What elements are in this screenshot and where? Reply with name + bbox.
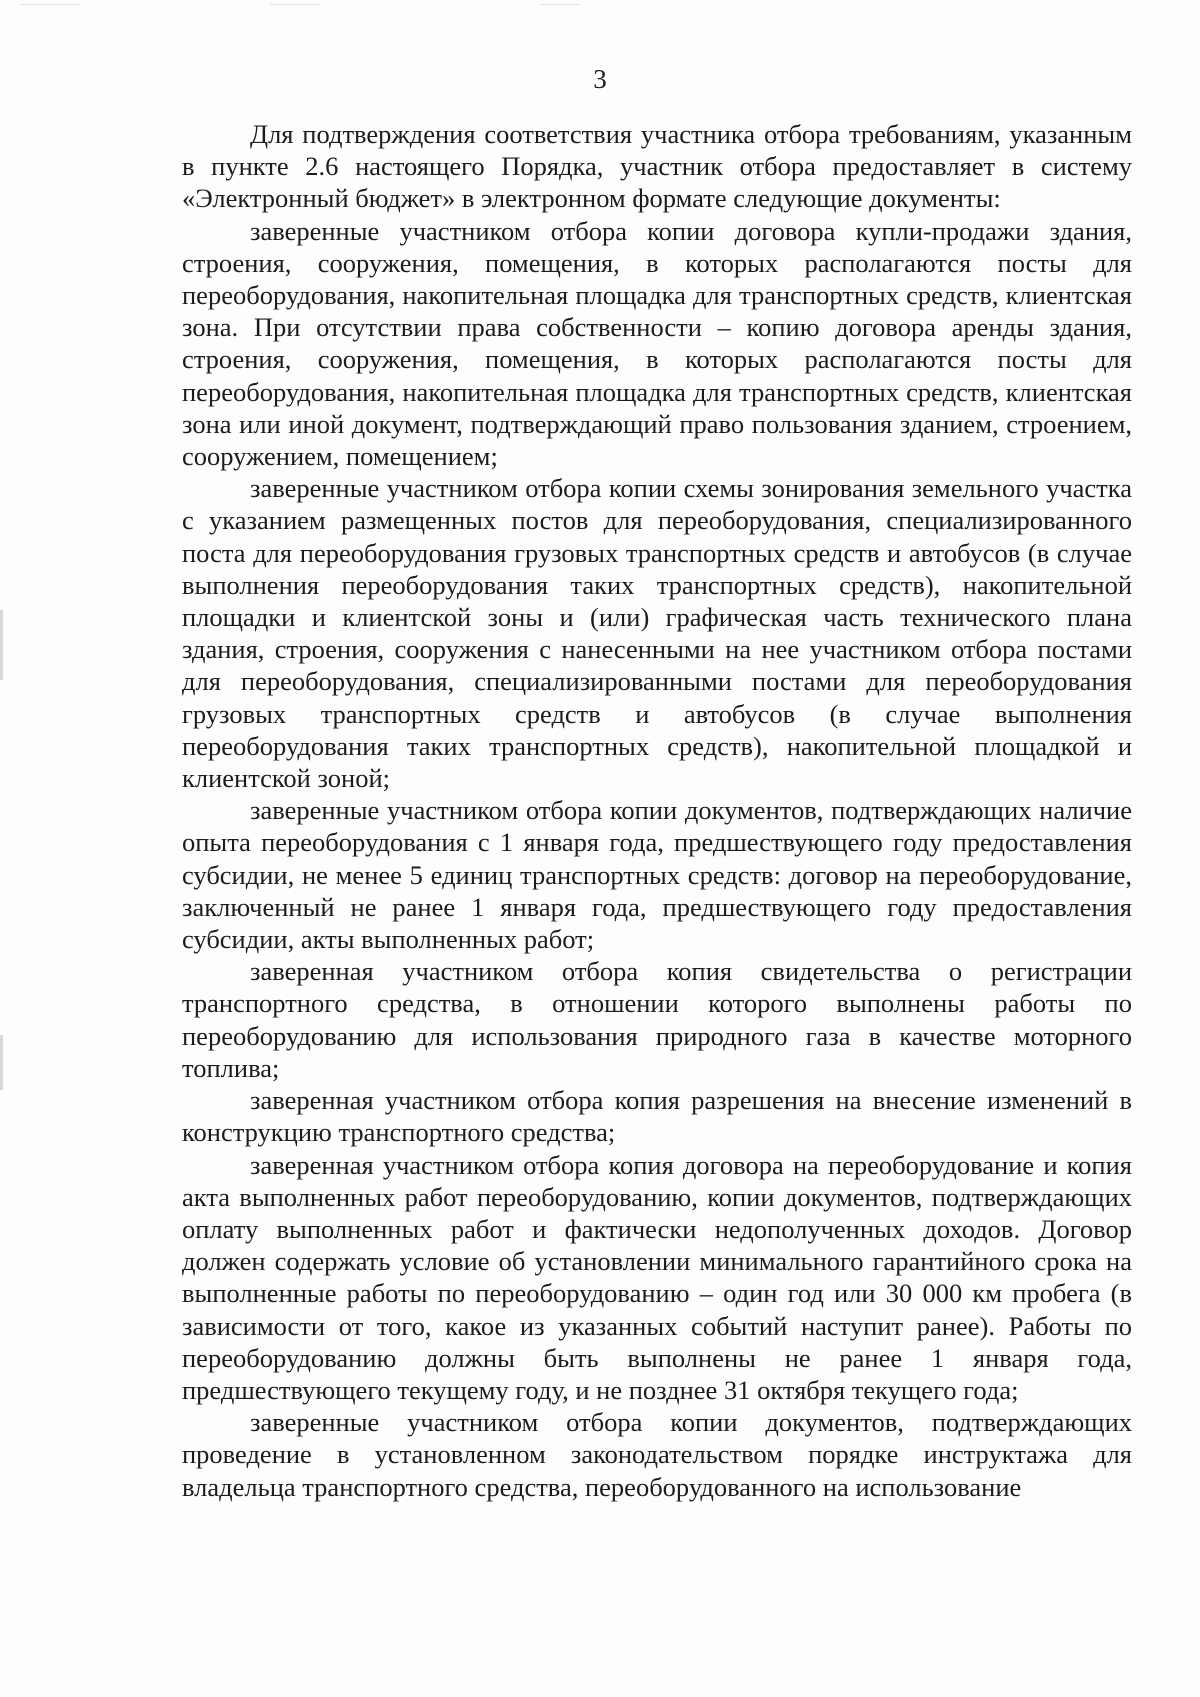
paragraph-registration-certificate: заверенная участником отбора копия свидетельства о регистрации транспортного средства, в отношении которого выполнены работы по переоборудованию для использования природного газа в качестве моторного топлива; [182, 956, 1132, 1083]
page-number: 3 [593, 64, 607, 94]
scan-top-speck [270, 4, 320, 5]
paragraph-experience-docs: заверенные участником отбора копии документов, подтверждающих наличие опыта переоборудования с 1 января года, предшествующего году предоставления субсидии, не менее 5 единиц транспортных средств: договор на переоборудование, заключенный не ранее 1 января года, предшествующего году предоставления субсидии, акты выполненных работ; [182, 795, 1132, 955]
paragraph-sale-contract: заверенные участником отбора копии договора купли-продажи здания, строения, сооружения, помещения, в которых располагаются посты для переоборудования, накопительная площадка для транспортных средств, клиентская зона. При отсутствии права собственности – копию договора аренды здания, строения, сооружения, помещения, в которых располагаются посты для переоборудования, накопительная площадка для транспортных средств, клиентская зона или иной документ, подтверждающий право пользования зданием, строением, сооружением, помещением; [182, 215, 1132, 472]
scan-edge-mark [0, 610, 3, 680]
document-body [182, 118, 1132, 1503]
paragraph-intro: Для подтверждения соответствия участника отбора требованиям, указанным в пункте 2.6 настоящего Порядка, участник отбора предоставляет в систему «Электронный бюджет» в электронном формате следующие документы: [182, 119, 1132, 214]
scan-top-speck [540, 4, 580, 5]
paragraph-briefing-docs: заверенные участником отбора копии документов, подтверждающих проведение в установленном законодательством порядке инструктажа для владельца транспортного средства, переоборудованного на использование [182, 1407, 1132, 1502]
paragraph-construction-permit: заверенная участником отбора копия разрешения на внесение изменений в конструкцию транспортного средства; [182, 1085, 1132, 1148]
scan-edge-mark [0, 1035, 3, 1090]
paragraph-conversion-contract: заверенная участником отбора копия договора на переоборудование и копия акта выполненных работ переоборудованию, копии документов, подтверждающих оплату выполненных работ и фактически недополученных доходов. Договор должен содержать условие об установлении минимального гарантийного срока на выполненные работы по переоборудованию – один год или 30 000 км пробега (в зависимости от того, какое из указанных событий наступит ранее). Работы по переоборудованию должны быть выполнены не ранее 1 января года, предшествующего текущему году, и не позднее 31 октября текущего года; [182, 1149, 1132, 1405]
paragraph-zoning-scheme: заверенные участником отбора копии схемы зонирования земельного участка с указанием размещенных постов для переоборудования, специализированного поста для переоборудования грузовых транспортных средств и автобусов (в случае выполнения переоборудования таких транспортных средств), накопительной площадки и клиентской зоны и (или) графическая часть технического плана здания, строения, сооружения с нанесенными на нее участником отбора постами для переоборудования, специализированными постами для переоборудования грузовых транспортных средств и автобусов (в случае выполнения переоборудования таких транспортных средств), накопительной площадкой и клиентской зоной; [182, 473, 1132, 794]
scan-top-speck [20, 4, 80, 5]
